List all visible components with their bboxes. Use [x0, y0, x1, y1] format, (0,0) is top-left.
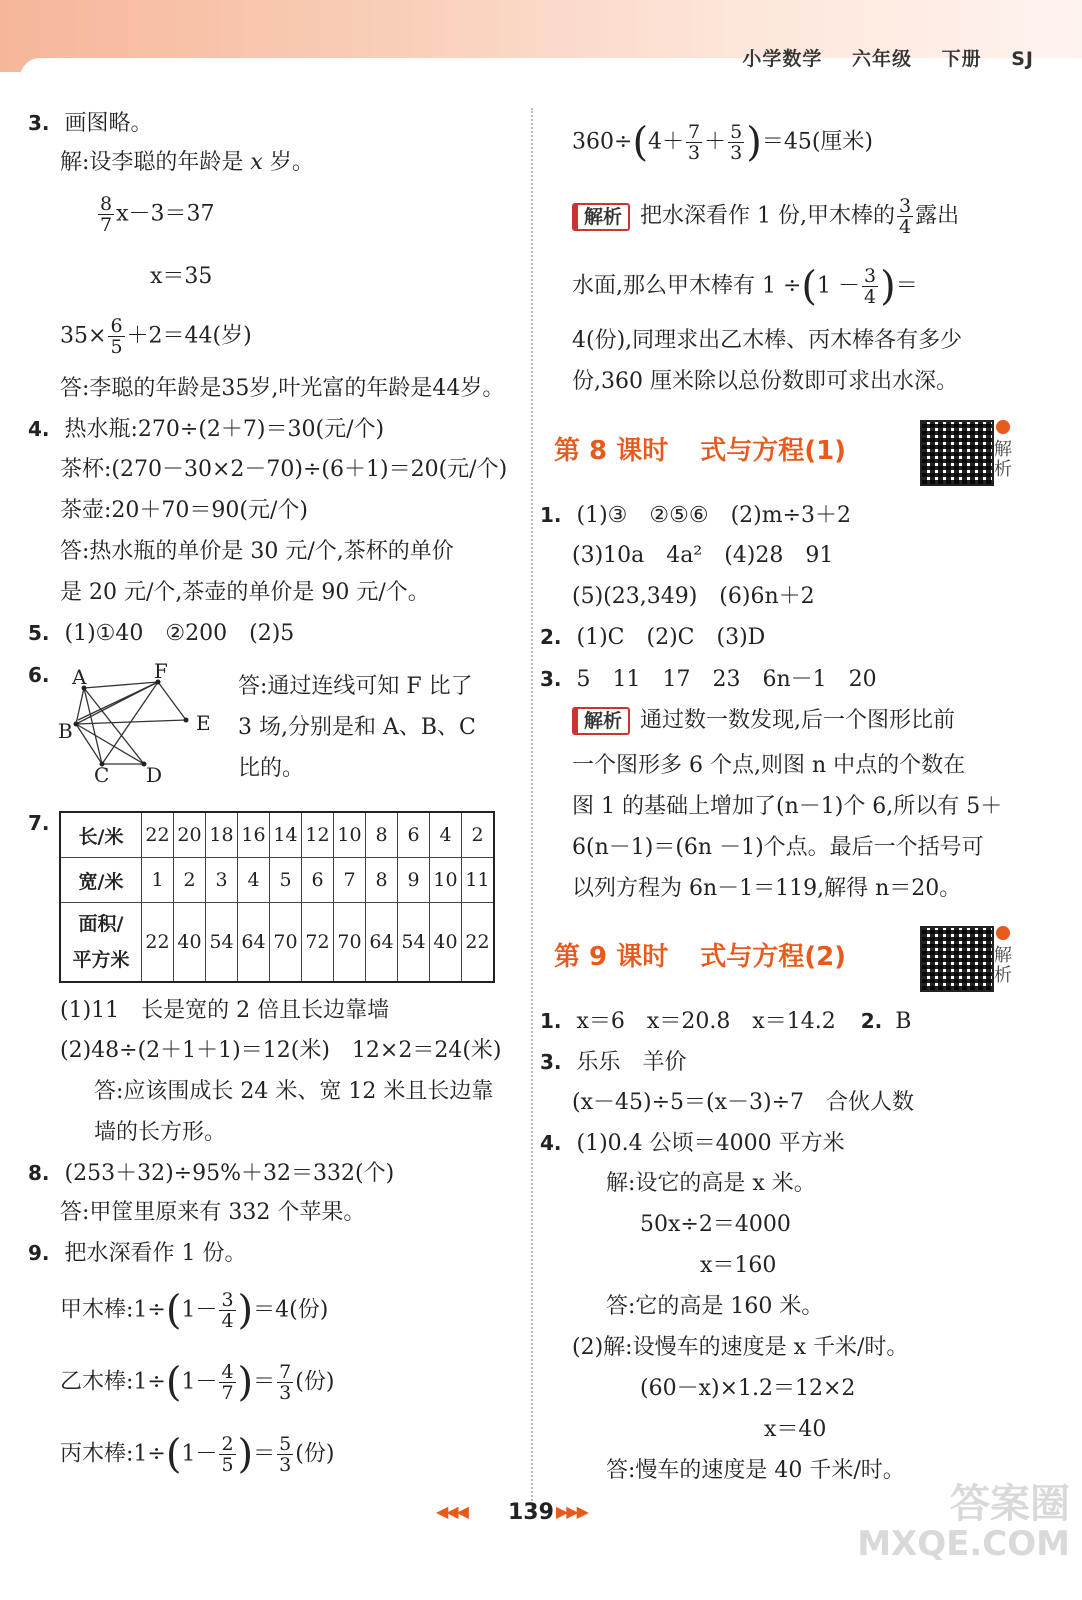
qr-code-icon[interactable] — [920, 420, 994, 486]
qr-label: 解析 — [994, 945, 1012, 986]
l8-q3: 3. 5 11 17 23 6n－1 20 — [540, 667, 877, 692]
q6-answer-3: 比的。 — [238, 756, 305, 781]
jiexi-badge: 解析 — [572, 707, 630, 735]
next-arrows-icon: ▶▶▶ — [556, 1502, 587, 1521]
q4-line-5: 是 20 元/个,茶壶的单价是 90 元/个。 — [60, 580, 430, 605]
q8-line-1: 8. (253＋32)÷95%＋32＝332(个) — [28, 1161, 395, 1186]
lesson-9-heading: 第 9 课时 式与方程(2) — [554, 942, 847, 972]
fraction: $\frac{3}{4}$ — [899, 195, 912, 238]
table-row: 面积/ 平方米 22 40 54 64 70 72 70 64 54 40 22 — [60, 903, 494, 983]
fraction: $\frac{7}{3}$ — [688, 121, 701, 164]
l9-q4-line-1: 4. (1)0.4 公顷＝4000 平方米 — [540, 1131, 845, 1156]
l8-q1-line-3: (5)(23,349) (6)6n＋2 — [572, 584, 815, 609]
l9-q3-line-2: (x－45)÷5＝(x－3)÷7 合伙人数 — [572, 1090, 914, 1115]
fraction: $\frac{3}{4}$ — [221, 1289, 234, 1332]
watermark-logo: 答案圈 MXQE.COM — [857, 1481, 1070, 1564]
fraction: $\frac{2}{5}$ — [221, 1433, 234, 1476]
q3-title: 3. 画图略。 — [28, 111, 153, 136]
jiexi-badge: 解析 — [572, 203, 630, 231]
l8-q3-jiexi-4: 6(n－1)＝(6n －1)个点。最后一个括号可 — [572, 835, 984, 860]
q9-yi: 乙木棒:1÷(1－ $\frac{4}{7}$ )＝ $\frac{7}{3}$ (份) — [60, 1359, 335, 1406]
fraction: $\frac{8}{7}$ — [100, 193, 113, 236]
fraction: $\frac{5}{3}$ — [279, 1433, 292, 1476]
qr-label: 解析 — [994, 439, 1012, 480]
fraction: $\frac{5}{3}$ — [730, 121, 743, 164]
r-jiexi-1-line-4: 份,360 厘米除以总份数即可求出水深。 — [572, 369, 958, 394]
point-label: A — [72, 665, 87, 689]
l9-q4-line-3: 50x÷2＝4000 — [640, 1212, 791, 1237]
q6-answer-1: 答:通过连线可知 F 比了 — [238, 674, 473, 699]
point-label: B — [58, 719, 73, 743]
q7-answer-3: 答:应该围成长 24 米、宽 12 米且长边靠 — [94, 1079, 494, 1104]
q3-solve: 解:设李聪的年龄是 x 岁。 — [60, 150, 314, 175]
l9-q4-line-5: 答:它的高是 160 米。 — [606, 1294, 824, 1319]
l9-q4-line-6: (2)解:设慢车的速度是 x 千米/时。 — [572, 1335, 909, 1360]
header-text — [720, 44, 1034, 71]
page-number: 139 — [508, 1500, 554, 1525]
l9-q4-line-2: 解:设它的高是 x 米。 — [606, 1171, 816, 1196]
lesson-8-heading: 第 8 课时 式与方程(1) — [554, 436, 847, 466]
page-header — [0, 0, 1082, 72]
l9-q4-line-9: 答:慢车的速度是 40 千米/时。 — [606, 1458, 905, 1483]
row-head: 面积/ 平方米 — [60, 903, 142, 983]
fraction: $\frac{4}{7}$ — [221, 1361, 234, 1404]
q9-jia: 甲木棒:1÷(1－ $\frac{3}{4}$ )＝4(份) — [60, 1287, 329, 1334]
l8-q1-line-1: 1. (1)③ ②⑤⑥ (2)m÷3＋2 — [540, 503, 852, 528]
point-label: F — [154, 659, 168, 683]
q6-number: 6. — [28, 663, 50, 687]
l9-q4-line-8: x＝40 — [764, 1417, 827, 1442]
header-edition: SJ — [1011, 48, 1034, 70]
q4-line-4: 答:热水瓶的单价是 30 元/个,茶杯的单价 — [60, 539, 454, 564]
q6-answer-2: 3 场,分别是和 A、B、C — [238, 715, 476, 740]
q4-line-1: 4. 热水瓶:270÷(2＋7)＝30(元/个) — [28, 417, 385, 442]
column-divider — [531, 108, 533, 1508]
q4-line-2: 茶杯:(270－30×2－70)÷(6＋1)＝20(元/个) — [60, 457, 508, 482]
l8-q1-line-2: (3)10a 4a² (4)28 91 — [572, 543, 834, 568]
table-row: 长/米 22 20 18 16 14 12 10 8 6 4 2 — [60, 812, 494, 858]
header-grade: 六年级 — [851, 48, 912, 70]
r-jiexi-1-line-1: 解析 把水深看作 1 份,甲木棒的 $\frac{3}{4}$ 露出 — [572, 196, 959, 237]
fraction: $\frac{3}{4}$ — [864, 265, 877, 308]
l9-q1-q2: 1. x＝6 x＝20.8 x＝14.2 2. B — [540, 1009, 912, 1034]
l9-q4-line-4: x＝160 — [700, 1253, 777, 1278]
point-label: D — [146, 763, 163, 787]
header-volume: 下册 — [941, 48, 982, 70]
q5-line: 5. (1)①40 ②200 (2)5 — [28, 621, 295, 646]
q8-line-2: 答:甲筐里原来有 332 个苹果。 — [60, 1200, 366, 1225]
r-jiexi-1-line-3: 4(份),同理求出乙木棒、丙木棒各有多少 — [572, 328, 963, 353]
q7-table — [59, 811, 495, 983]
fraction: $\frac{7}{3}$ — [279, 1361, 292, 1404]
r-top-equation: 360÷(4＋ $\frac{7}{3}$ ＋ $\frac{5}{3}$ )＝45(厘米) — [572, 119, 874, 166]
header-subject: 小学数学 — [742, 48, 823, 70]
q7-answer-4: 墙的长方形。 — [94, 1120, 227, 1145]
l8-q3-jiexi-5: 以列方程为 6n－1＝119,解得 n＝20。 — [572, 876, 962, 901]
row-head: 长/米 — [60, 812, 142, 858]
q3-equation-1: $\frac{8}{7}$ x－3＝37 — [100, 193, 215, 236]
l9-q4-line-7: (60－x)×1.2＝12×2 — [640, 1376, 856, 1401]
q4-line-3: 茶壶:20＋70＝90(元/个) — [60, 498, 308, 523]
q6-connection-diagram — [54, 658, 224, 788]
qr-code-icon[interactable] — [920, 926, 994, 992]
q3-equation-3: 35× $\frac{6}{5}$ ＋2＝44(岁) — [60, 315, 252, 358]
q9-line-1: 9. 把水深看作 1 份。 — [28, 1241, 247, 1266]
q3-equation-2: x＝35 — [150, 264, 213, 289]
point-label: E — [196, 711, 211, 735]
table-row: 宽/米 1 2 3 4 5 6 7 8 9 10 11 — [60, 858, 494, 903]
l8-q3-jiexi-3: 图 1 的基础上增加了(n－1)个 6,所以有 5＋ — [572, 794, 1003, 819]
l8-q2: 2. (1)C (2)C (3)D — [540, 625, 766, 650]
play-icon — [996, 926, 1010, 940]
r-jiexi-1-line-2: 水面,那么甲木棒有 1 ÷(1 － $\frac{3}{4}$ )＝ — [572, 263, 918, 310]
l8-q3-jiexi-2: 一个图形多 6 个点,则图 n 中点的个数在 — [572, 753, 966, 778]
prev-arrows-icon: ◀◀◀ — [436, 1502, 467, 1521]
q7-answer-1: (1)11 长是宽的 2 倍且长边靠墙 — [60, 998, 390, 1023]
q3-answer: 答:李聪的年龄是35岁,叶光富的年龄是44岁。 — [60, 376, 505, 401]
play-icon — [996, 420, 1010, 434]
q9-bing: 丙木棒:1÷(1－ $\frac{2}{5}$ )＝ $\frac{5}{3}$ (份) — [60, 1431, 335, 1478]
q7-answer-2: (2)48÷(2＋1＋1)＝12(米) 12×2＝24(米) — [60, 1038, 502, 1063]
l9-q3-line-1: 3. 乐乐 羊价 — [540, 1050, 687, 1075]
row-head: 宽/米 — [60, 858, 142, 903]
q7-number: 7. — [28, 811, 50, 835]
fraction: $\frac{6}{5}$ — [110, 315, 123, 358]
l8-q3-jiexi-1: 解析 通过数一数发现,后一个图形比前 — [572, 706, 955, 736]
point-label: C — [94, 763, 110, 787]
